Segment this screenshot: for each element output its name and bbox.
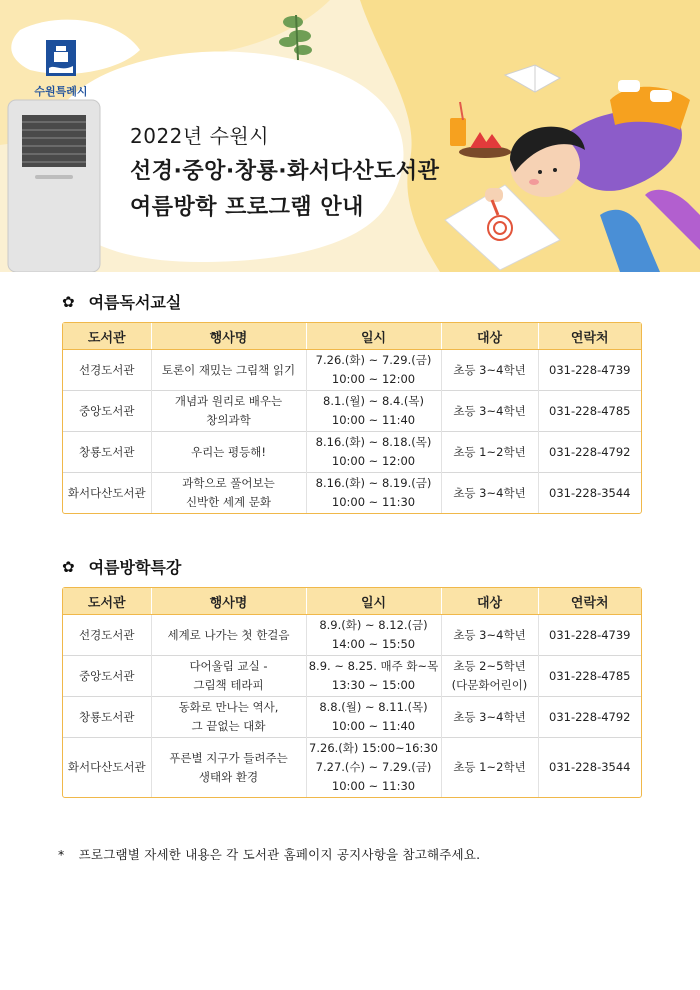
event-cell-line: 토론이 재밌는 그림책 읽기 [161,362,296,377]
special-section-heading [62,555,181,578]
target-cell-line: 초등 3~4학년 [453,485,526,500]
date-cell-line: 10:00 ~ 12:00 [331,454,416,468]
event-cell [151,697,306,738]
contact-cell [538,738,641,798]
flower-icon: ✿ [62,557,75,576]
target-cell-line: 초등 1~2학년 [453,444,526,459]
date-cell-line: 8.8.(월) ~ 8.11.(목) [319,700,428,714]
contact-cell [538,656,641,697]
library-cell [63,697,151,738]
flower-icon: ✿ [62,292,75,311]
contact-cell [538,391,641,432]
table-header-row [63,588,641,615]
target-cell [441,391,538,432]
event-cell-line: 개념과 원리로 배우는 [174,394,283,408]
event-cell-line: 그림책 테라피 [193,678,264,692]
date-cell-line: 7.26.(화) ~ 7.29.(금) [315,353,432,367]
target-cell [441,473,538,514]
library-cell [63,350,151,391]
title-libraries: 선경·중앙·창룡·화서다산도서관 [130,159,440,184]
contact-cell-line: 031-228-4785 [549,668,631,683]
library-cell [63,473,151,514]
table-row [63,473,641,514]
contact-cell [538,697,641,738]
date-cell [306,391,441,432]
library-cell [63,432,151,473]
header-banner [0,0,700,272]
footnote-mark: * [58,847,65,862]
target-cell-line: (다문화어린이) [451,678,528,692]
target-cell-line: 초등 1~2학년 [453,760,526,774]
reading-section-title: 여름독서교실 [88,293,182,312]
event-cell-line: 푸른별 지구가 들려주는 [169,750,288,765]
date-cell-line: 13:30 ~ 15:00 [331,678,416,692]
target-cell-line: 초등 3~4학년 [453,709,526,724]
library-cell [63,738,151,798]
event-cell-line: 생태와 환경 [198,769,259,784]
city-logo-icon [46,40,76,76]
target-cell-line: 초등 3~4학년 [453,627,526,642]
library-cell-line: 화서다산도서관 [67,485,146,500]
target-cell [441,350,538,391]
column-header: 도서관 [63,323,151,350]
contact-cell-line: 031-228-4792 [549,709,631,724]
date-cell-line: 7.27.(수) ~ 7.29.(금) [315,760,432,774]
contact-cell-line: 031-228-4792 [549,444,631,459]
date-cell [306,656,441,697]
date-cell [306,738,441,798]
contact-cell [538,615,641,656]
event-cell-line: 다어울림 교실 - [189,659,268,673]
contact-cell-line: 031-228-4739 [549,362,631,377]
special-section-title: 여름방학특강 [88,558,182,577]
contact-cell-line: 031-228-4739 [549,627,631,642]
date-cell-line: 8.16.(화) ~ 8.18.(목) [315,435,432,449]
footnote [58,845,480,863]
date-cell [306,697,441,738]
date-cell [306,615,441,656]
event-cell [151,391,306,432]
event-cell [151,432,306,473]
date-cell-line: 7.26.(화) 15:00~16:30 [309,741,438,755]
table-row [63,391,641,432]
contact-cell [538,473,641,514]
table-row [63,615,641,656]
target-cell-line: 초등 3~4학년 [453,403,526,418]
event-cell-line: 우리는 평등해! [191,444,266,459]
reading-section-heading [62,290,181,313]
target-cell [441,656,538,697]
date-cell-line: 10:00 ~ 11:30 [331,779,416,793]
date-cell [306,473,441,514]
city-logo-text: 수원특례시 [34,85,88,98]
table-row [63,350,641,391]
column-header: 대상 [441,588,538,615]
target-cell-line: 초등 3~4학년 [453,362,526,377]
event-cell [151,738,306,798]
column-header: 일시 [306,588,441,615]
library-cell-line: 창룡도서관 [78,709,135,724]
target-cell [441,738,538,798]
library-cell [63,391,151,432]
target-cell-line: 초등 2~5학년 [453,659,526,673]
contact-cell-line: 031-228-4785 [549,403,631,418]
special-table [62,587,642,798]
date-cell [306,432,441,473]
target-cell [441,432,538,473]
date-cell-line: 8.16.(화) ~ 8.19.(금) [315,476,432,490]
event-cell-line: 신박한 세계 문화 [185,495,272,509]
event-cell [151,656,306,697]
library-cell-line: 창룡도서관 [78,444,135,459]
date-cell-line: 10:00 ~ 11:40 [331,719,416,733]
table-header-row [63,323,641,350]
contact-cell [538,432,641,473]
table-row [63,697,641,738]
column-header: 연락처 [538,323,641,350]
event-cell [151,473,306,514]
column-header: 도서관 [63,588,151,615]
event-cell-line: 과학으로 풀어보는 [182,476,275,490]
title-program: 여름방학 프로그램 안내 [130,195,364,220]
reading-table [62,322,642,514]
date-cell-line: 8.1.(월) ~ 8.4.(목) [323,394,424,408]
date-cell-line: 8.9.(화) ~ 8.12.(금) [319,618,428,632]
library-cell-line: 중앙도서관 [78,403,135,418]
date-cell-line: 10:00 ~ 12:00 [331,372,416,386]
city-logo [30,40,92,99]
column-header: 행사명 [151,588,306,615]
date-cell-line: 10:00 ~ 11:30 [331,495,416,509]
target-cell [441,615,538,656]
library-cell-line: 선경도서관 [78,627,135,642]
column-header: 대상 [441,323,538,350]
date-cell-line: 14:00 ~ 15:50 [331,637,416,651]
footnote-text: 프로그램별 자세한 내용은 각 도서관 홈페이지 공지사항을 참고해주세요. [78,847,481,862]
table-row [63,432,641,473]
event-cell [151,615,306,656]
target-cell [441,697,538,738]
library-cell [63,615,151,656]
page-title [130,118,439,226]
title-year-city: 2022년 수원시 [130,124,270,148]
library-cell-line: 중앙도서관 [78,668,135,683]
air-purifier-illustration [8,100,100,272]
contact-cell-line: 031-228-3544 [549,485,631,500]
event-cell-line: 동화로 만나는 역사, [178,700,279,714]
table-row [63,656,641,697]
column-header: 연락처 [538,588,641,615]
column-header: 행사명 [151,323,306,350]
date-cell-line: 10:00 ~ 11:40 [331,413,416,427]
event-cell-line: 그 끝없는 대화 [191,719,266,733]
contact-cell-line: 031-228-3544 [549,760,631,774]
date-cell-line: 8.9. ~ 8.25. 매주 화~목 [308,659,439,673]
table-row [63,738,641,798]
column-header: 일시 [306,323,441,350]
library-cell [63,656,151,697]
contact-cell [538,350,641,391]
event-cell-line: 창의과학 [206,413,251,427]
event-cell [151,350,306,391]
event-cell-line: 세계로 나가는 첫 한걸음 [167,627,290,642]
date-cell [306,350,441,391]
library-cell-line: 화서다산도서관 [67,760,146,774]
library-cell-line: 선경도서관 [78,362,135,377]
